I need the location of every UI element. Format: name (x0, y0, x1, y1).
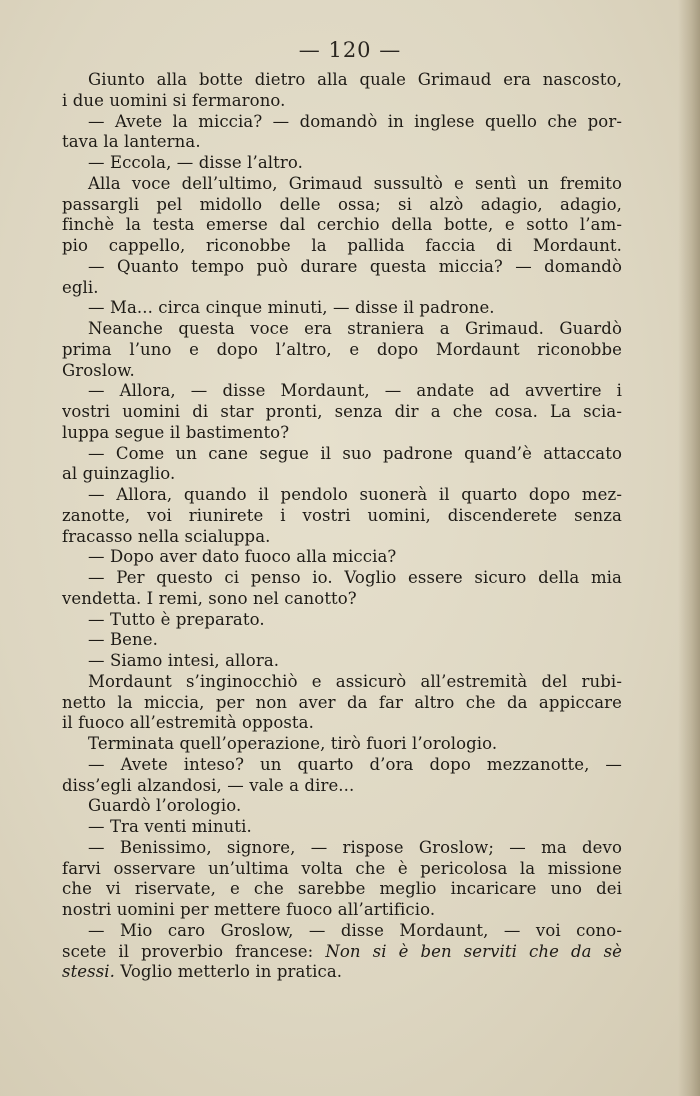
text-line-italic: Non si è ben serviti che da sè (325, 941, 622, 961)
text-line (62, 298, 622, 319)
text-line-content: Giunto alla botte dietro alla quale Grimaud era nascosto, (88, 70, 622, 89)
text-line (62, 610, 622, 631)
text-line (62, 381, 622, 402)
text-line-content: — Quanto tempo può durare questa miccia? — domandò (88, 256, 622, 276)
text-line-content: che vi riservate, e che sarebbe meglio incaricare uno dei (62, 879, 622, 899)
text-line-content: scete il proverbio francese: (62, 941, 326, 961)
text-line (62, 900, 622, 921)
text-line (62, 672, 622, 693)
text-line (62, 91, 622, 112)
text-line (62, 423, 622, 444)
text-line-content: vostri uomini di star pronti, senza dir a che cosa. La scia- (62, 402, 622, 421)
text-line (62, 630, 622, 651)
text-line (62, 796, 622, 817)
text-line-content: — Eccola, — disse l’altro. (88, 153, 303, 172)
text-line (62, 589, 622, 610)
text-line-content: — Avete inteso? un quarto d’ora dopo mezzanotte, — (88, 754, 622, 774)
text-line-content: — Mio caro Groslow, — disse Mordaunt, — voi cono- (88, 920, 622, 940)
text-line-italic: stessi. (62, 962, 116, 982)
text-line (62, 547, 622, 568)
text-line (62, 734, 622, 755)
text-line-content: egli. (62, 277, 99, 297)
text-line-content: — Ma... circa cinque minuti, — disse il padrone. (88, 298, 495, 318)
page-number: — 120 — (298, 38, 402, 62)
text-line-content: — Tutto è preparato. (88, 609, 265, 629)
text-line-content: Neanche questa voce era straniera a Grimaud. Guardò (88, 319, 622, 338)
text-line (62, 112, 622, 133)
text-line (62, 879, 622, 900)
text-line-content: — Benissimo, signore, — rispose Groslow; — ma devo (88, 837, 622, 857)
text-line-content: fracasso nella scialuppa. (62, 526, 271, 546)
text-line (62, 527, 622, 548)
text-line-content: al guinzaglio. (62, 464, 176, 484)
text-line-content: — Dopo aver dato fuoco alla miccia? (88, 547, 397, 567)
text-line (62, 402, 622, 423)
text-line (62, 693, 622, 714)
text-line (62, 921, 622, 942)
text-line (62, 215, 622, 236)
text-line-content: farvi osservare un’ultima volta che è pericolosa la missione (62, 858, 622, 878)
text-line-content: — Come un cane segue il suo padrone quand’è attaccato (88, 443, 622, 463)
text-line (62, 713, 622, 734)
text-line (62, 838, 622, 859)
text-line (62, 651, 622, 672)
text-line-content: Alla voce dell’ultimo, Grimaud sussultò e sentì un fremito (88, 173, 622, 193)
text-line-content: Mordaunt s’inginocchiò e assicurò all’estremità del rubi- (88, 671, 622, 691)
text-line-content: Guardò l’orologio. (88, 796, 242, 816)
text-line (62, 485, 622, 506)
text-line-content: diss’egli alzandosi, — vale a dire... (62, 775, 355, 795)
text-line (62, 132, 622, 153)
text-line-content: pio cappello, riconobbe la pallida faccia di Mordaunt. (62, 236, 622, 255)
text-line (62, 444, 622, 465)
text-line-content: tava la lanterna. (62, 132, 201, 152)
text-line-content: — Allora, quando il pendolo suonerà il quarto dopo mez- (88, 485, 622, 504)
text-line (62, 776, 622, 797)
text-line-content: il fuoco all’estremità opposta. (62, 713, 314, 733)
text-line-content: — Allora, — disse Mordaunt, — andate ad avvertire i (88, 381, 622, 401)
text-line-content: — Avete la miccia? — domandò in inglese quello che por- (88, 111, 622, 131)
text-line-content: finchè la testa emerse dal cerchio della botte, e sotto l’am- (62, 215, 622, 235)
text-line (62, 70, 622, 91)
text-line (62, 236, 622, 257)
text-line (62, 319, 622, 340)
text-line-content: luppa segue il bastimento? (62, 422, 290, 442)
text-line-content: Terminata quell’operazione, tirò fuori l’orologio. (88, 734, 498, 753)
text-line-tail: Voglio metterlo in pratica. (115, 962, 343, 982)
text-line (62, 942, 622, 963)
text-line-content: — Bene. (88, 630, 158, 650)
text-line (62, 257, 622, 278)
text-line (62, 278, 622, 299)
text-line (62, 174, 622, 195)
text-line (62, 755, 622, 776)
text-line-content: — Per questo ci penso io. Voglio essere sicuro della mia (88, 568, 622, 587)
text-line-content: passargli pel midollo delle ossa; si alzò adagio, adagio, (62, 194, 622, 214)
text-line (62, 153, 622, 174)
text-line-content: — Tra venti minuti. (88, 817, 252, 836)
text-line (62, 568, 622, 589)
text-line (62, 464, 622, 485)
text-line-content: prima l’uno e dopo l’altro, e dopo Mordaunt riconobbe (62, 339, 622, 359)
text-line (62, 962, 622, 983)
text-line-content: nostri uomini per mettere fuoco all’artificio. (62, 900, 436, 919)
text-line (62, 195, 622, 216)
text-line-content: Groslow. (62, 360, 135, 380)
text-line-content: netto la miccia, per non aver da far altro che da appiccare (62, 692, 622, 712)
text-line (62, 506, 622, 527)
body-text (62, 70, 622, 983)
text-line (62, 859, 622, 880)
text-line-content: zanotte, voi riunirete i vostri uomini, discenderete senza (62, 505, 622, 525)
text-line-content: i due uomini si fermarono. (62, 90, 286, 110)
text-line (62, 340, 622, 361)
text-line (62, 361, 622, 382)
text-line (62, 817, 622, 838)
page-gutter-shadow (678, 0, 700, 1096)
text-line-content: vendetta. I remi, sono nel canotto? (62, 588, 357, 608)
text-line-content: — Siamo intesi, allora. (88, 651, 280, 670)
